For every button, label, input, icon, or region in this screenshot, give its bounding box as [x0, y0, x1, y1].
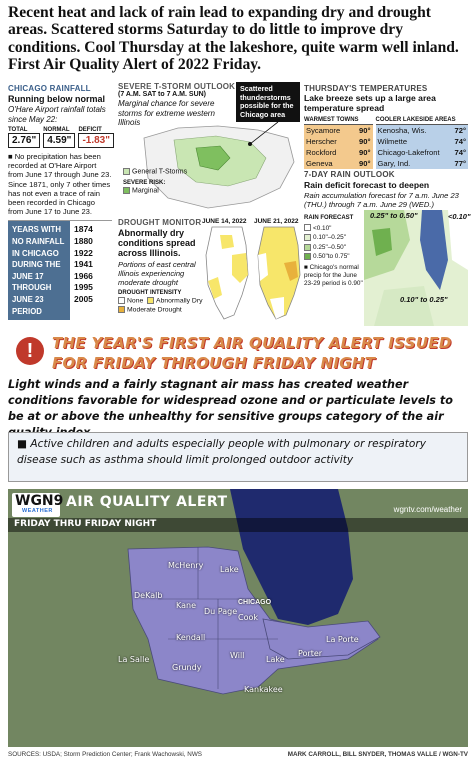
us-severe-map	[138, 118, 298, 214]
legend-risk-title: SEVERE RISK:	[123, 179, 166, 186]
cool-row	[376, 158, 468, 169]
headline: Recent heat and lack of rain lead to expanding dry and drought areas. Scattered storms Saturday to do little to improve dry conditions. Cool Thursday at the lakeshore, quite warm well inland. First Air Quality Alert of 2022 Friday.	[8, 4, 459, 74]
outlook-legend-row	[304, 233, 364, 243]
rainfall-panel	[8, 84, 112, 320]
swatch-marginal	[123, 187, 130, 194]
outlook-headline: Rain deficit forecast to deepen	[304, 180, 430, 190]
temp: 90°	[359, 147, 371, 157]
drought-map-june21	[254, 218, 302, 326]
dry-year: 1995	[74, 282, 93, 293]
legend-marginal	[123, 187, 187, 196]
map-label: <0.10"	[448, 212, 471, 221]
swatch-rain-0	[304, 224, 311, 231]
alert-map-subtitle: FRIDAY THRU FRIDAY NIGHT	[14, 519, 157, 529]
swatch-rain-2	[304, 244, 311, 251]
severe-subtitle: (7 A.M. SAT to 7 A.M. SUN)	[118, 91, 207, 98]
dry-years-box	[8, 220, 112, 320]
bullet-square-icon: ■	[304, 263, 310, 271]
aq-advice-text: Active children and adults especially people with pulmonary or respiratory disease such as asthma should limit prolonged outdoor activity	[17, 438, 426, 466]
dry-year: 1922	[74, 247, 93, 258]
county-label: Kankakee	[244, 685, 283, 694]
legend-none-label: None	[127, 297, 144, 305]
legend-label: 0.50"to 0.75"	[313, 253, 350, 261]
stat-value: 4.59"	[43, 133, 75, 148]
alert-icon: !	[16, 337, 44, 365]
warm-row	[304, 136, 373, 147]
town: Wilmette	[377, 136, 408, 146]
cool-column	[376, 117, 468, 169]
swatch-rain-1	[304, 234, 311, 241]
county-label: Lake	[266, 655, 285, 664]
county-label: Kendall	[176, 633, 206, 642]
normal-note-text: Chicago's normal precip for the June 23-29 period is 0.90"	[304, 263, 363, 287]
aq-banner-title: THE YEAR'S FIRST AIR QUALITY ALERT ISSUED FOR FRIDAY THROUGH FRIDAY NIGHT	[52, 334, 452, 372]
severe-title: SEVERE T-STORM OUTLOOK	[118, 82, 236, 91]
dry-year: 1941	[74, 259, 93, 270]
temp: 74°	[454, 147, 466, 157]
logo-sub: WEATHER	[22, 508, 53, 514]
dry-year: 1880	[74, 236, 93, 247]
temps-headline: Lake breeze sets up a large area temperature spread	[304, 93, 436, 113]
stat-deficit	[78, 127, 114, 148]
cool-row	[376, 136, 468, 147]
aq-body: Light winds and a fairly stagnant air mass has created weather conditions favorable for widespread ozone and or particulate levels to be at or above the unhealthy for sensitive groups category of the air	[8, 378, 453, 423]
dry-years-list	[70, 221, 97, 320]
temp: 74°	[454, 136, 466, 146]
temp: 72°	[454, 125, 466, 135]
rain-outlook-map	[364, 210, 471, 326]
outlook-legend-row	[304, 252, 364, 262]
illinois-map-june21	[254, 225, 304, 321]
normal-note	[304, 264, 364, 288]
drought-legend-title: DROUGHT INTENSITY	[118, 290, 182, 296]
temps-panel	[304, 84, 468, 169]
severe-note: Marginal chance for severe storms for extreme western Illinois	[118, 99, 215, 127]
aq-advice-box	[8, 432, 468, 482]
county-label: La Porte	[326, 635, 359, 644]
stat-value: -1.83"	[78, 133, 114, 148]
temp: 90°	[359, 158, 371, 168]
county-label: Lake	[220, 565, 239, 574]
cool-row	[376, 147, 468, 158]
aq-banner	[8, 333, 468, 375]
warm-row	[304, 147, 373, 158]
county-label: McHenry	[168, 561, 204, 570]
dry-years-label: YEARS WITH NO RAINFALL IN CHICAGO DURING THE JUNE 17 THROUGH JUNE 23 PERIOD	[8, 221, 70, 320]
dry-year: 2005	[74, 293, 93, 304]
warm-header: WARMEST TOWNS	[304, 117, 373, 125]
rain-outlook-svg	[364, 210, 468, 326]
legend-label: 0.25"–0.50"	[313, 243, 346, 251]
town: Herscher	[306, 136, 337, 146]
stat-label: NORMAL	[43, 127, 70, 133]
legend-moderate-label: Moderate Drought	[127, 306, 182, 314]
stat-normal	[43, 127, 75, 148]
temps-title: THURSDAY'S TEMPERATURES	[304, 84, 428, 93]
bullet-square-icon: ■	[17, 438, 31, 450]
severe-legend	[123, 168, 187, 196]
outlook-legend-row	[304, 224, 364, 234]
legend-label: <0.10"	[313, 224, 332, 232]
rainfall-stats	[8, 127, 112, 148]
swatch-none	[118, 297, 125, 304]
bullet-square-icon: ■	[8, 152, 15, 161]
dry-year: 1874	[74, 224, 93, 235]
severe-callout: Scattered thunderstorms possible for the Chicago area	[236, 82, 300, 122]
temps-table	[304, 117, 468, 169]
warm-column	[304, 117, 373, 169]
map-label: 0.25" to 0.50"	[370, 211, 418, 220]
rainfall-subtitle: Running below normal	[8, 94, 105, 104]
illinois-map-june14	[202, 225, 252, 321]
swatch-general	[123, 168, 130, 175]
stat-label: DEFICIT	[78, 127, 102, 133]
temp: 90°	[359, 125, 371, 135]
alert-map-title: AIR QUALITY ALERT	[66, 494, 228, 510]
drought-date: JUNE 14, 2022	[202, 218, 247, 225]
drought-headline: Abnormally dry conditions spread across Illinois.	[118, 228, 196, 258]
legend-label: 0.10"–0.25"	[313, 234, 346, 242]
rainfall-body	[8, 152, 112, 216]
outlook-legend-title: RAIN FORECAST	[304, 215, 354, 221]
logo-text: WGN9	[15, 493, 64, 509]
county-label: Du Page	[204, 607, 238, 616]
county-label: Cook	[238, 613, 259, 622]
temp: 90°	[359, 136, 371, 146]
city-label: CHICAGO	[238, 599, 272, 606]
temp: 77°	[454, 158, 466, 168]
drought-note: Portions of east central Illinois experiencing moderate drought	[118, 260, 196, 287]
rainfall-body-text: No precipitation has been recorded at O'Hare Airport from June 17 through June 23. Since 1871, only 7 other times has not even a trace of rain been recorded in Chicago from June 17 to June 23.	[8, 152, 112, 217]
map-label: 0.10" to 0.25"	[400, 295, 448, 304]
outlook-note: Rain accumulation forecast for 7 a.m. June 23 (THU.) through 7 a.m. June 29 (WED.)	[304, 191, 459, 209]
stat-value: 2.76"	[8, 133, 40, 148]
rain-outlook-panel	[304, 170, 471, 328]
swatch-rain-3	[304, 253, 311, 260]
legend-marginal-label: Marginal	[132, 187, 159, 195]
severe-outlook-panel	[118, 82, 298, 218]
rainfall-title: CHICAGO RAINFALL	[8, 84, 91, 93]
town: Geneva	[306, 158, 333, 168]
outlook-legend	[304, 214, 364, 288]
county-label: Will	[230, 651, 245, 660]
swatch-abnormally-dry	[147, 297, 154, 304]
legend-dry-label: Abnormally Dry	[156, 297, 203, 305]
drought-panel	[118, 218, 302, 328]
town: Sycamore	[306, 125, 341, 135]
town: Rockford	[306, 147, 337, 157]
cool-header: COOLER LAKESIDE AREAS	[376, 117, 468, 125]
rainfall-note: O'Hare Airport rainfall totals since May 22:	[8, 105, 106, 124]
legend-general-label: General T-Storms	[132, 168, 188, 176]
outlook-title: 7-DAY RAIN OUTLOOK	[304, 170, 395, 179]
drought-map-june14	[202, 218, 250, 326]
legend-general	[123, 168, 187, 177]
warm-row	[304, 158, 373, 169]
town: Kenosha, Wis.	[377, 125, 427, 135]
stat-total	[8, 127, 40, 148]
alert-map-url: wgntv.com/weather	[393, 505, 462, 514]
air-quality-map	[8, 489, 468, 747]
cool-row	[376, 125, 468, 136]
warm-row	[304, 125, 373, 136]
wgn-logo	[12, 493, 64, 517]
county-label: Grundy	[172, 663, 202, 672]
county-label: DeKalb	[134, 591, 163, 600]
drought-title: DROUGHT MONITOR	[118, 218, 202, 227]
footer-credits: MARK CARROLL, BILL SNYDER, THOMAS VALLE / WGN-TV	[287, 751, 468, 758]
drought-date: JUNE 21, 2022	[254, 218, 299, 225]
outlook-legend-row	[304, 243, 364, 253]
footer-sources: SOURCES: USDA; Storm Prediction Center; Frank Wachowski, NWS	[8, 751, 202, 758]
stat-label: TOTAL	[8, 127, 28, 133]
town: Gary, Ind.	[377, 158, 411, 168]
county-label: Kane	[176, 601, 196, 610]
county-label: Porter	[298, 649, 323, 658]
footer	[8, 751, 468, 758]
town: Chicago-Lakefront	[377, 147, 440, 157]
swatch-moderate	[118, 306, 125, 313]
county-label: La Salle	[118, 655, 150, 664]
dry-year: 1966	[74, 270, 93, 281]
